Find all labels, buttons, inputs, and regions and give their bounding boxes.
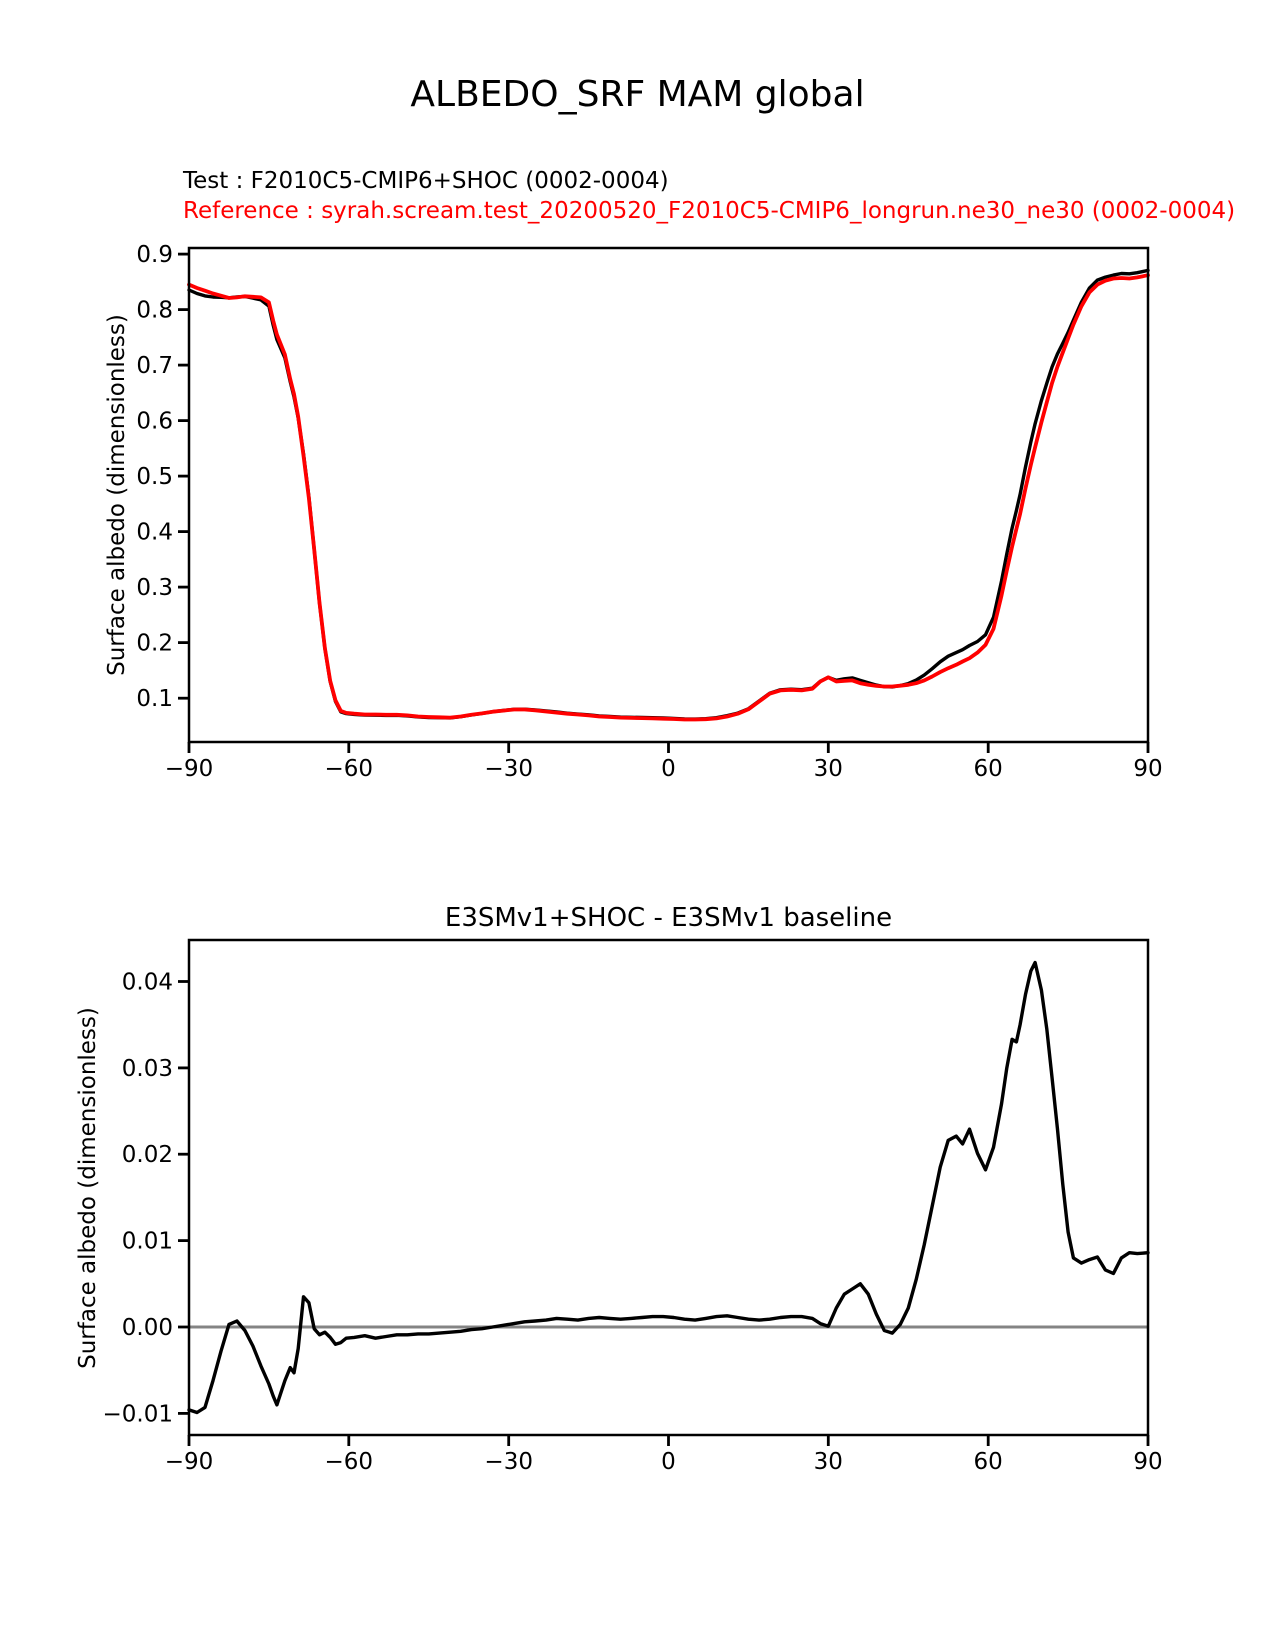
x-tick-label: −60 [324,756,374,782]
top-chart-y-axis-label: Surface albedo (dimensionless) [104,314,130,676]
y-tick-label: 0.02 [121,1142,173,1169]
x-tick-label: 0 [661,756,676,782]
x-tick-label: 60 [973,1449,1003,1475]
y-tick-label: 0.1 [136,686,173,713]
x-tick-label: −90 [164,1449,214,1475]
x-tick-label: −30 [484,756,533,782]
y-tick-label: 0.5 [136,464,173,491]
y-tick-label: 0.04 [121,969,173,996]
y-tick-label: −0.01 [102,1401,173,1428]
test-run-label: Test : F2010C5-CMIP6+SHOC (0002-0004) [183,168,669,194]
reference-run-label: Reference : syrah.scream.test_20200520_F2010C5-CMIP6_longrun.ne30_ne30 (0002-0004) [183,198,1236,224]
x-tick-label: 90 [1133,1449,1163,1475]
page-title: ALBEDO_SRF MAM global [410,74,865,115]
y-tick-label: 0.03 [121,1055,173,1082]
x-tick-label: −60 [324,1449,374,1475]
x-tick-label: 30 [813,756,843,782]
x-tick-label: −90 [164,756,214,782]
bottom-chart-y-axis-label: Surface albedo (dimensionless) [75,1007,101,1369]
series-e3smv1-shoc-e3smv1-baseline [189,963,1148,1413]
series-test [189,270,1148,719]
y-tick-label: 0.6 [136,408,173,435]
y-tick-label: 0.8 [136,297,173,324]
y-tick-label: 0.3 [136,575,173,602]
x-tick-label: 60 [973,756,1003,782]
x-tick-label: 90 [1133,756,1163,782]
bottom-chart-title: E3SMv1+SHOC - E3SMv1 baseline [444,903,893,933]
x-tick-label: 0 [661,1449,676,1475]
y-tick-label: 0.2 [136,630,173,657]
y-tick-label: 0.00 [121,1315,173,1341]
axes-frame-bottom [189,940,1148,1435]
y-tick-label: 0.01 [121,1228,173,1255]
y-tick-label: 0.7 [136,353,173,380]
series-reference [189,275,1148,719]
x-tick-label: −30 [484,1449,533,1475]
x-tick-label: 30 [813,1449,843,1475]
y-tick-label: 0.9 [136,242,173,269]
axes-frame-top [189,248,1148,742]
y-tick-label: 0.4 [136,519,173,546]
